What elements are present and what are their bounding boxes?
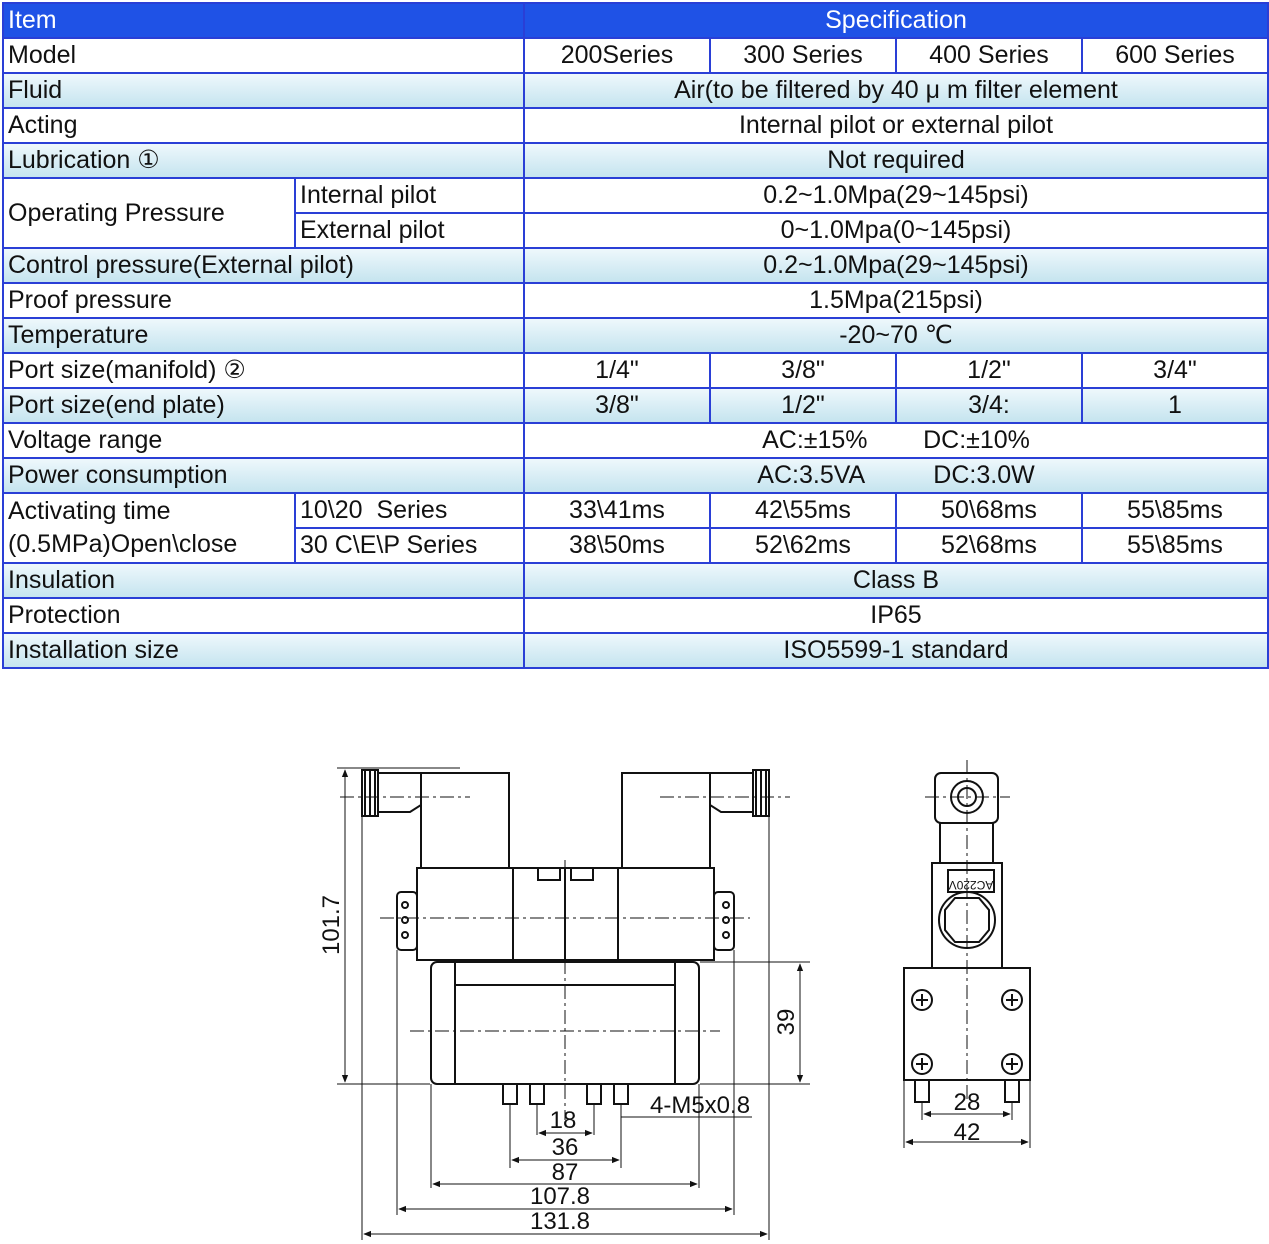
acting-row — [3, 108, 1268, 143]
voltage-label: Voltage range — [3, 423, 524, 458]
port-end-plate-200: 3/8" — [524, 388, 710, 423]
temperature-value: -20~70 ℃ — [524, 318, 1268, 353]
activating-10-20-400: 50\68ms — [896, 493, 1082, 528]
dimension-drawing — [0, 740, 1269, 1244]
operating-pressure-row-1 — [3, 178, 1268, 213]
coil-voltage-label: AC220V — [948, 878, 994, 892]
insulation-value: Class B — [524, 563, 1268, 598]
dim-thread: 4-M5x0.8 — [650, 1092, 751, 1119]
lubrication-row — [3, 143, 1268, 178]
port-manifold-600: 3/4" — [1082, 353, 1268, 388]
activating-10-20-300: 42\55ms — [710, 493, 896, 528]
internal-pilot-value: 0.2~1.0Mpa(29~145psi) — [524, 178, 1268, 213]
control-pressure-row — [3, 248, 1268, 283]
installation-row — [3, 633, 1268, 668]
port-end-plate-600: 1 — [1082, 388, 1268, 423]
control-pressure-label: Control pressure(External pilot) — [3, 248, 524, 283]
proof-pressure-value: 1.5Mpa(215psi) — [524, 283, 1268, 318]
activating-30-200: 38\50ms — [524, 528, 710, 563]
header-specification: Specification — [524, 3, 1268, 38]
dim-107-8: 107.8 — [529, 1183, 591, 1210]
dim-18: 18 — [549, 1107, 577, 1134]
port-manifold-300: 3/8" — [710, 353, 896, 388]
fluid-row — [3, 73, 1268, 108]
dim-39: 39 — [773, 1008, 800, 1036]
activating-10-20-200: 33\41ms — [524, 493, 710, 528]
model-400: 400 Series — [896, 38, 1082, 73]
dim-42: 42 — [953, 1119, 981, 1146]
activating-10-20-label: 10\20 Series — [295, 493, 524, 528]
dim-131-8: 131.8 — [529, 1208, 591, 1235]
protection-value: IP65 — [524, 598, 1268, 633]
activating-10-20-600: 55\85ms — [1082, 493, 1268, 528]
activating-30-300: 52\62ms — [710, 528, 896, 563]
external-pilot-label: External pilot — [295, 213, 524, 248]
activating-30-400: 52\68ms — [896, 528, 1082, 563]
model-row — [3, 38, 1268, 73]
lubrication-label: Lubrication ① — [3, 143, 524, 178]
temperature-row — [3, 318, 1268, 353]
fluid-label: Fluid — [3, 73, 524, 108]
acting-label: Acting — [3, 108, 524, 143]
activating-30-600: 55\85ms — [1082, 528, 1268, 563]
model-200: 200Series — [524, 38, 710, 73]
port-end-plate-300: 1/2" — [710, 388, 896, 423]
port-manifold-200: 1/4" — [524, 353, 710, 388]
dim-28: 28 — [953, 1089, 981, 1116]
proof-pressure-label: Proof pressure — [3, 283, 524, 318]
protection-row — [3, 598, 1268, 633]
installation-label: Installation size — [3, 633, 524, 668]
lubrication-value: Not required — [524, 143, 1268, 178]
dim-87: 87 — [551, 1159, 579, 1186]
port-end-plate-400: 3/4: — [896, 388, 1082, 423]
activating-30-label: 30 C\E\P Series — [295, 528, 524, 563]
activating-label — [3, 493, 295, 563]
activating-row-1 — [3, 493, 1268, 528]
header-row — [3, 3, 1268, 38]
port-manifold-row — [3, 353, 1268, 388]
power-row — [3, 458, 1268, 493]
temperature-label: Temperature — [3, 318, 524, 353]
spec-table — [2, 2, 1269, 669]
control-pressure-value: 0.2~1.0Mpa(29~145psi) — [524, 248, 1268, 283]
dim-101-7: 101.7 — [318, 894, 345, 956]
model-label: Model — [3, 38, 524, 73]
activating-label-line2: (0.5MPa)Open\close — [8, 530, 238, 558]
side-view-labels — [954, 1089, 981, 1146]
external-pilot-value: 0~1.0Mpa(0~145psi) — [524, 213, 1268, 248]
model-300: 300 Series — [710, 38, 896, 73]
port-manifold-label: Port size(manifold) ② — [3, 353, 524, 388]
operating-pressure-label: Operating Pressure — [3, 178, 295, 248]
insulation-row — [3, 563, 1268, 598]
internal-pilot-label: Internal pilot — [295, 178, 524, 213]
power-label: Power consumption — [3, 458, 524, 493]
acting-value: Internal pilot or external pilot — [524, 108, 1268, 143]
power-value: AC:3.5VA DC:3.0W — [524, 458, 1268, 493]
insulation-label: Insulation — [3, 563, 524, 598]
dim-36: 36 — [551, 1134, 579, 1161]
voltage-value: AC:±15% DC:±10% — [524, 423, 1268, 458]
port-end-plate-label: Port size(end plate) — [3, 388, 524, 423]
port-end-plate-row — [3, 388, 1268, 423]
installation-value: ISO5599-1 standard — [524, 633, 1268, 668]
voltage-row — [3, 423, 1268, 458]
port-manifold-400: 1/2" — [896, 353, 1082, 388]
model-600: 600 Series — [1082, 38, 1268, 73]
fluid-value: Air(to be filtered by 40 μ m filter element — [524, 73, 1268, 108]
header-item: Item — [3, 3, 524, 38]
proof-pressure-row — [3, 283, 1268, 318]
protection-label: Protection — [3, 598, 524, 633]
activating-label-line1: Activating time — [8, 497, 171, 525]
front-view-labels — [318, 895, 800, 1235]
